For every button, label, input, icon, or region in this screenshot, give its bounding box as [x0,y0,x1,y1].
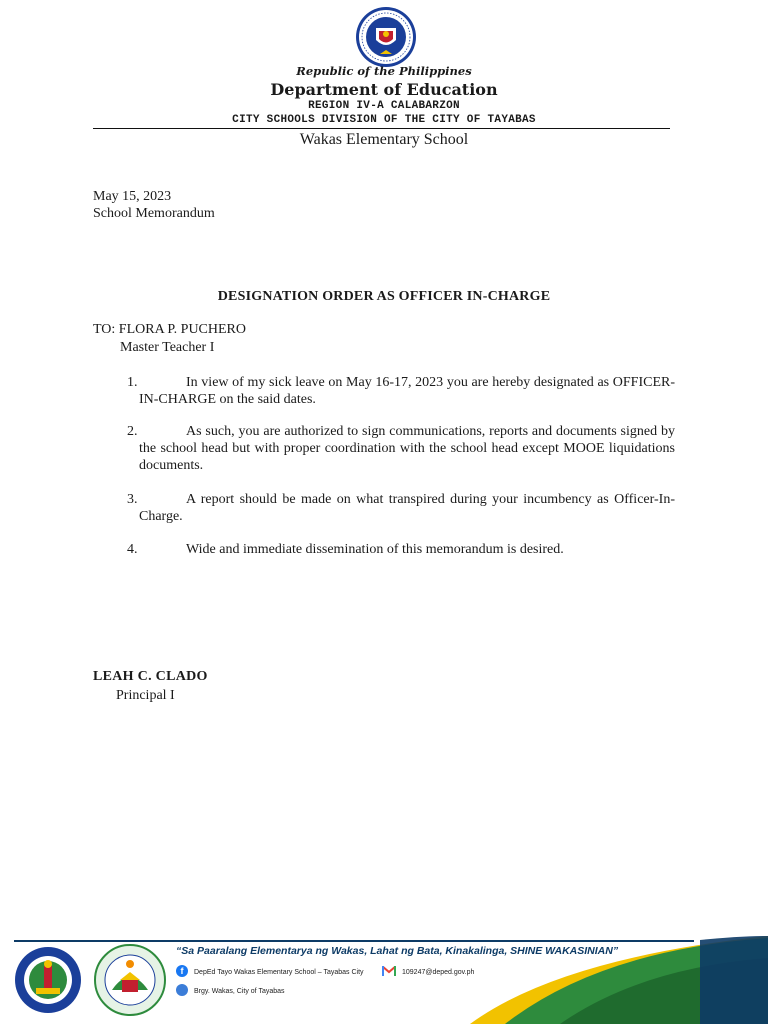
memo-subject: DESIGNATION ORDER AS OFFICER IN-CHARGE [217,289,551,304]
school-name: Wakas Elementary School [299,131,469,148]
item-number: 3. [127,492,138,507]
facebook-icon: f [176,965,188,977]
wakas-school-logo-icon [94,944,166,1016]
item-text: Wide and immediate dissemination of this memorandum is desired. [186,542,564,557]
item-text: As such, you are authorized to sign communications, reports and documents signed by the school head but with proper coordination with the school head except MOOE liquidations documents. [139,424,675,473]
memo-date: May 15, 2023 [93,189,172,204]
item-number: 1. [127,375,138,390]
division-logo-icon [14,946,82,1014]
email-address: 109247@deped.gov.ph [402,969,475,976]
item-number: 2. [127,424,138,439]
signatory-name: LEAH C. CLADO [93,669,208,684]
school-address: Brgy. Wakas, City of Tayabas [194,988,285,995]
footer-divider [14,940,694,942]
location-icon [176,984,188,996]
republic-heading: Republic of the Philippines [296,64,472,78]
facebook-page-text: DepEd Tayo Wakas Elementary School – Tayabas City [194,969,364,976]
memo-type: School Memorandum [93,206,215,221]
header-divider [93,128,670,129]
item-text: In view of my sick leave on May 16-17, 2023 you are hereby designated as OFFICER-IN-CHARGE on the said dates. [139,375,675,407]
recipient-line: TO: FLORA P. PUCHERO [93,322,247,337]
deped-seal-icon [355,6,417,68]
school-slogan: “Sa Paaralang Elementarya ng Wakas, Lahat ng Bata, Kinakalinga, SHINE WAKASINIAN” [176,945,619,957]
recipient-position: Master Teacher I [120,340,215,355]
signatory-position: Principal I [116,688,175,703]
item-number: 4. [127,542,138,557]
department-heading: Department of Education [270,80,498,99]
item-text: A report should be made on what transpired during your incumbency as Officer-In-Charge. [139,492,675,524]
division-line: CITY SCHOOLS DIVISION OF THE CITY OF TAYABAS [232,114,536,126]
region-line: REGION IV-A CALABARZON [308,100,460,112]
gmail-icon [382,966,396,976]
